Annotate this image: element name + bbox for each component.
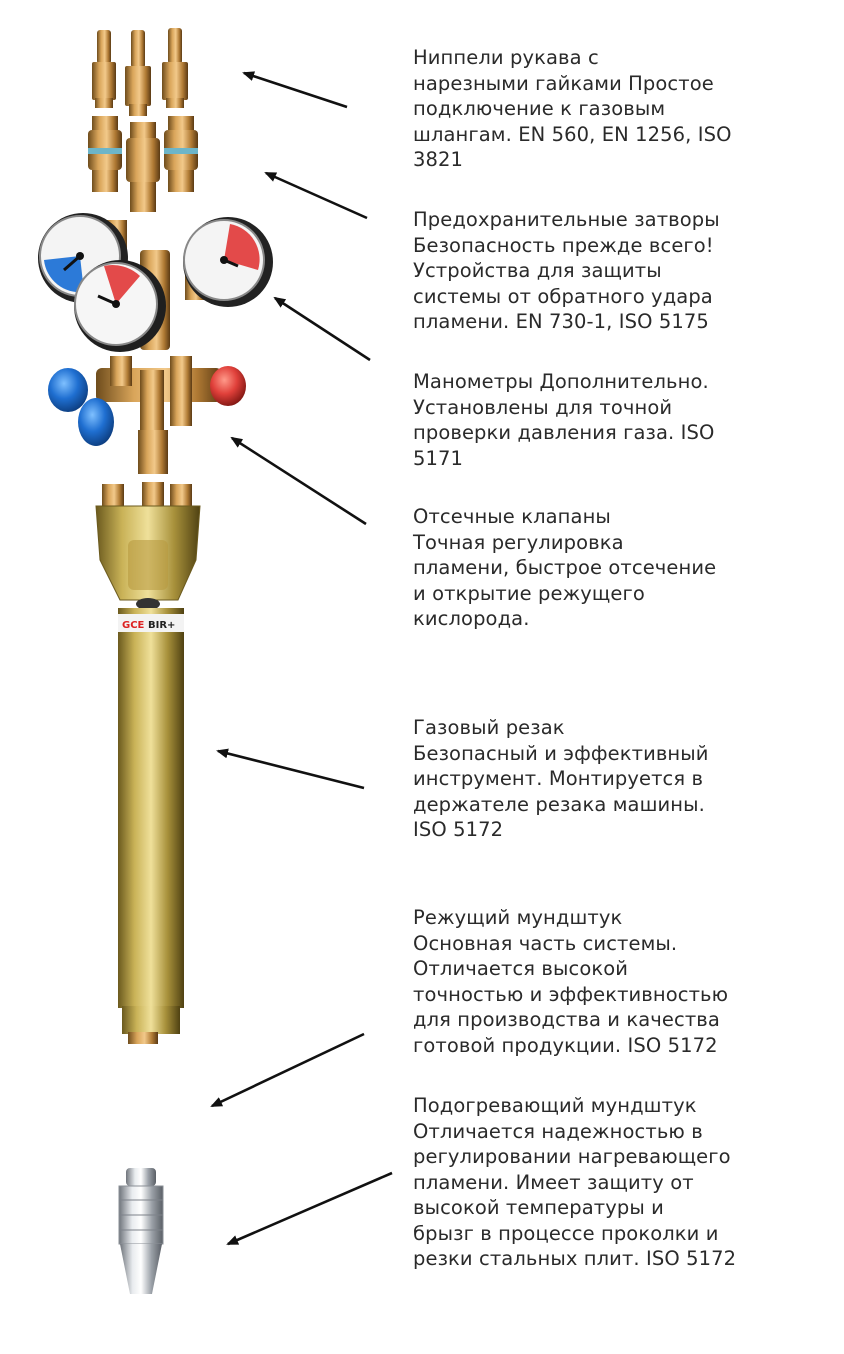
callout-line: и открытие режущего <box>413 581 645 605</box>
brand-model: BIR+ <box>148 620 176 631</box>
callout-line: системы от обратного удара <box>413 284 713 308</box>
callout-line: Отличается надежностью в <box>413 1119 703 1143</box>
callout-line: пламени. EN 730-1, ISO 5175 <box>413 310 709 333</box>
callout-line: Манометры Дополнительно. <box>413 370 709 393</box>
arrow-hose-nipples <box>244 73 347 107</box>
gas-cutter-illustration <box>96 482 200 1044</box>
callout-line: высокой температуры и <box>413 1196 664 1219</box>
manometers-illustration <box>38 213 273 352</box>
callout-line: Предохранительные затворы <box>413 208 720 231</box>
callout-heating-nozzle <box>413 1093 833 1272</box>
callout-line: Подогревающий мундштук <box>413 1094 697 1117</box>
callout-line: Устройства для защиты <box>413 259 662 282</box>
callout-gas-cutter <box>413 715 833 843</box>
heating-nozzle-illustration <box>119 1168 163 1294</box>
callout-line: Отсечные клапаны <box>413 505 611 528</box>
arrow-safety-valves <box>266 173 367 218</box>
callout-line: пламени, быстрое отсечение <box>413 556 717 579</box>
callout-line: 3821 <box>413 148 464 171</box>
callout-line: резки стальных плит. ISO 5172 <box>413 1247 737 1270</box>
callout-line: точностью и эффективностью <box>413 982 729 1006</box>
callout-line: Основная часть системы. <box>413 931 678 955</box>
callout-line: ISO 5172 <box>413 818 504 841</box>
callout-hose-nipples <box>413 45 833 173</box>
callout-line: держателе резака машины. <box>413 792 705 816</box>
callout-line: 5171 <box>413 446 464 470</box>
callout-cutting-nozzle <box>413 905 833 1058</box>
callout-line: готовой продукции. ISO 5172 <box>413 1033 718 1057</box>
callout-line: кислорода. <box>413 607 530 630</box>
callout-line: инструмент. Монтируется в <box>413 767 704 790</box>
callout-line: регулировании нагревающего <box>413 1145 731 1168</box>
callout-shutoff-valves <box>413 504 833 632</box>
callout-line: Отличается высокой <box>413 957 629 980</box>
callout-safety-valves <box>413 207 833 335</box>
callout-line: шлангам. EN 560, EN 1256, ISO <box>413 122 732 146</box>
callout-line: Безопасный и эффективный <box>413 741 709 765</box>
shutoff-valves-illustration <box>48 356 246 474</box>
callout-line: для производства и качества <box>413 1008 720 1031</box>
callout-manometers <box>413 369 833 471</box>
callout-line: Режущий мундштук <box>413 906 623 929</box>
hose-nipples-illustration <box>92 28 188 116</box>
arrow-manometers <box>275 298 370 360</box>
callout-line: Точная регулировка <box>413 530 624 554</box>
brand-logo: GCE <box>122 620 145 631</box>
callout-line: нарезными гайками Простое <box>413 71 714 95</box>
arrow-cutting-nozzle <box>212 1034 364 1106</box>
arrow-shutoff-valves <box>232 438 366 524</box>
callout-line: Газовый резак <box>413 716 565 739</box>
callout-line: проверки давления газа. ISO <box>413 421 715 444</box>
callout-line: Ниппели рукава с <box>413 46 599 69</box>
safety-valves-illustration <box>88 116 198 212</box>
callout-line: Установлены для точной <box>413 395 673 419</box>
callout-line: пламени. Имеет защиту от <box>413 1170 694 1194</box>
callout-line: Безопасность прежде всего! <box>413 233 714 257</box>
arrow-heating-nozzle <box>228 1173 392 1244</box>
arrow-gas-cutter <box>218 751 364 788</box>
callout-line: подключение к газовым <box>413 97 666 120</box>
callout-line: брызг в процессе проколки и <box>413 1221 719 1245</box>
